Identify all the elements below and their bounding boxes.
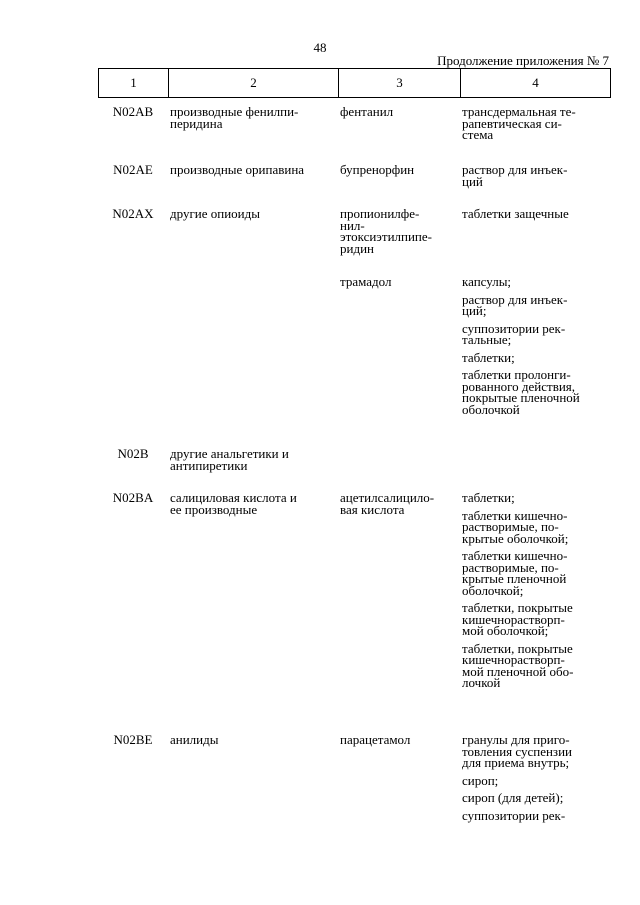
dosage-form: трансдермальная те- рапевтическая си- стема	[462, 104, 576, 142]
dosage-form: суппозитории рек-	[462, 807, 566, 823]
dosage-form: капсулы;	[462, 274, 512, 289]
drug-name: ацетилсалицило- вая кислота	[340, 490, 435, 517]
atc-code: N02AB	[112, 104, 154, 119]
atc-code: N02B	[117, 446, 149, 461]
drug-name: пропионилфе- нил- этоксиэтилпипе- ридин	[340, 206, 432, 256]
dosage-form: таблетки, покрытые кишечнорастворп- мой пленочной обо- лочкой	[462, 640, 574, 690]
page-number: 48	[313, 40, 327, 55]
dosage-form: раствор для инъек- ций;	[462, 291, 568, 318]
drug-name: парацетамол	[340, 732, 411, 747]
table-row	[98, 164, 610, 208]
table-row	[98, 448, 610, 492]
table-row	[98, 492, 610, 734]
table-body	[98, 106, 610, 827]
column-header-table	[98, 68, 611, 98]
group-name: другие опиоиды	[170, 206, 260, 221]
dosage-form: таблетки защечные	[462, 206, 569, 221]
column-header-3: 3	[339, 69, 461, 98]
column-header-1: 1	[99, 69, 169, 98]
group-name: производные орипавина	[170, 162, 305, 177]
group-name: другие анальгетики и антипиретики	[170, 446, 289, 473]
dosage-form: сироп;	[462, 772, 499, 788]
atc-code: N02BA	[112, 490, 154, 505]
dosage-form: таблетки пролонги- рованного действия, покрытые пленочной оболочкой	[462, 367, 580, 417]
drug-name: трамадол	[340, 274, 392, 289]
table-row	[98, 106, 610, 164]
dosage-form: таблетки, покрытые кишечнорастворп- мой оболочкой;	[462, 600, 573, 638]
dosage-form: сироп (для детей);	[462, 790, 564, 805]
group-name: производные фенилпи- перидина	[170, 104, 299, 131]
drug-entry	[338, 276, 610, 421]
drug-entry	[338, 208, 610, 276]
column-header-4: 4	[461, 69, 611, 98]
dosage-form: таблетки кишечно- растворимые, по- крытые оболочкой;	[462, 507, 569, 546]
dosage-form: гранулы для приго- товления суспензии для приема внутрь;	[462, 732, 572, 770]
table-row	[98, 734, 610, 827]
dosage-form: таблетки;	[462, 349, 515, 365]
drug-name: бупренорфин	[340, 162, 415, 177]
atc-code: N02BE	[113, 732, 153, 747]
dosage-form: раствор для инъек- ций	[462, 162, 568, 189]
drug-name: фентанил	[340, 104, 394, 119]
column-header-2: 2	[169, 69, 339, 98]
appendix-caption: Продолжение приложения № 7	[437, 53, 609, 68]
table-row	[98, 208, 610, 448]
dosage-form: таблетки кишечно- растворимые, по- крытые пленочной оболочкой;	[462, 548, 568, 598]
dosage-form: таблетки;	[462, 490, 515, 505]
group-name: салициловая кислота и ее производные	[170, 490, 297, 517]
group-name: анилиды	[170, 732, 219, 747]
dosage-form: суппозитории рек- тальные;	[462, 320, 566, 347]
atc-code: N02AX	[112, 206, 154, 221]
atc-code: N02AE	[113, 162, 153, 177]
column-header-row	[99, 69, 611, 98]
